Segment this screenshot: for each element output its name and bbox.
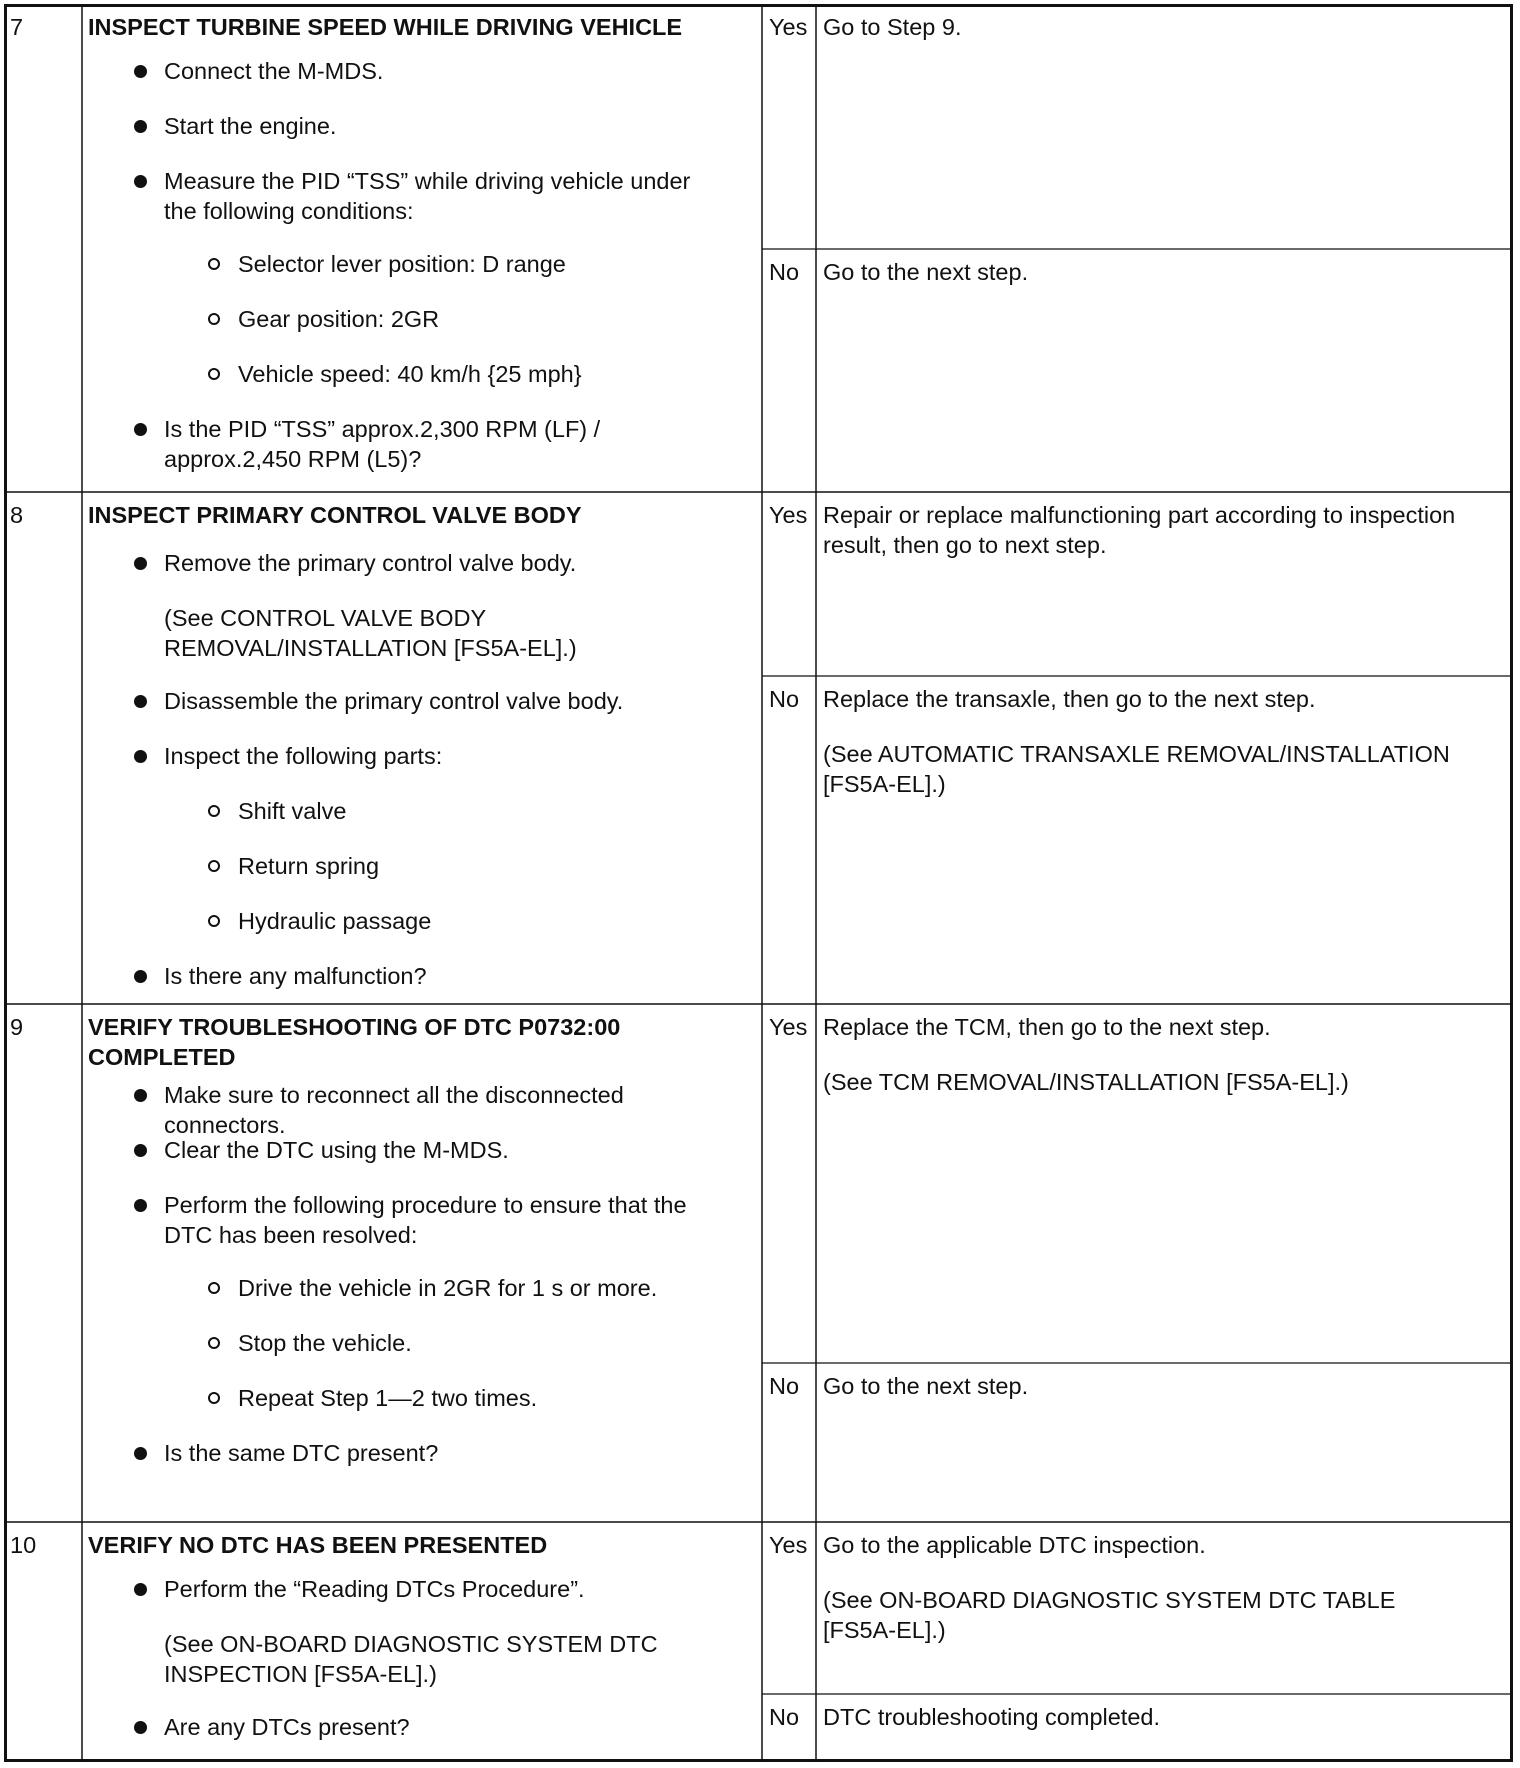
answer-no: No	[769, 686, 800, 712]
procedure-item: Remove the primary control valve body.	[164, 550, 577, 576]
reference-note: (See CONTROL VALVE BODY	[164, 605, 487, 631]
bullet-dot-icon	[134, 120, 147, 133]
action-text: Go to the next step.	[823, 259, 1029, 285]
bullet-dot-icon	[134, 557, 147, 570]
bullet-circle-icon	[208, 915, 220, 927]
action-text: Go to the applicable DTC inspection.	[823, 1532, 1206, 1558]
procedure-item: Stop the vehicle.	[238, 1330, 412, 1356]
step-title: VERIFY TROUBLESHOOTING OF DTC P0732:00	[88, 1014, 621, 1040]
action-text: (See AUTOMATIC TRANSAXLE REMOVAL/INSTALLATION	[823, 741, 1450, 767]
procedure-item: Is there any malfunction?	[164, 963, 427, 989]
procedure-item: DTC has been resolved:	[164, 1222, 418, 1248]
action-text: Replace the TCM, then go to the next step.	[823, 1014, 1271, 1040]
procedure-item: Are any DTCs present?	[164, 1714, 410, 1740]
bullet-circle-icon	[208, 368, 220, 380]
bullet-dot-icon	[134, 750, 147, 763]
answer-yes: Yes	[769, 14, 808, 40]
answer-no: No	[769, 259, 800, 285]
step-title: INSPECT TURBINE SPEED WHILE DRIVING VEHICLE	[88, 14, 683, 40]
action-text: (See TCM REMOVAL/INSTALLATION [FS5A-EL].)	[823, 1069, 1349, 1095]
procedure-item: Drive the vehicle in 2GR for 1 s or more.	[238, 1275, 658, 1301]
bullet-dot-icon	[134, 65, 147, 78]
procedure-item: approx.2,450 RPM (L5)?	[164, 446, 422, 472]
answer-yes: Yes	[769, 502, 808, 528]
step-title: INSPECT PRIMARY CONTROL VALVE BODY	[88, 502, 582, 528]
bullet-circle-icon	[208, 1282, 220, 1294]
bullet-circle-icon	[208, 1337, 220, 1349]
action-text: result, then go to next step.	[823, 532, 1107, 558]
action-text: Repair or replace malfunctioning part according to inspection	[823, 502, 1456, 528]
bullet-dot-icon	[134, 1199, 147, 1212]
reference-note: REMOVAL/INSTALLATION [FS5A-EL].)	[164, 635, 577, 661]
procedure-item: Start the engine.	[164, 113, 337, 139]
answer-yes: Yes	[769, 1532, 808, 1558]
procedure-item: Return spring	[238, 853, 380, 879]
procedure-item: Gear position: 2GR	[238, 306, 440, 332]
bullet-dot-icon	[134, 1721, 147, 1734]
procedure-item: Selector lever position: D range	[238, 251, 566, 277]
procedure-item: the following conditions:	[164, 198, 414, 224]
diagnostic-procedure-table	[4, 4, 1513, 1762]
bullet-circle-icon	[208, 258, 220, 270]
procedure-item: Perform the “Reading DTCs Procedure”.	[164, 1576, 585, 1602]
answer-yes: Yes	[769, 1014, 808, 1040]
step-number: 9	[10, 1014, 24, 1040]
bullet-circle-icon	[208, 1392, 220, 1404]
action-text: Go to the next step.	[823, 1373, 1029, 1399]
action-text: Go to Step 9.	[823, 14, 962, 40]
procedure-item: Hydraulic passage	[238, 908, 432, 934]
procedure-item: Perform the following procedure to ensure that the	[164, 1192, 687, 1218]
bullet-dot-icon	[134, 1583, 147, 1596]
bullet-circle-icon	[208, 860, 220, 872]
bullet-dot-icon	[134, 1089, 147, 1102]
reference-note: (See ON-BOARD DIAGNOSTIC SYSTEM DTC	[164, 1631, 658, 1657]
action-text: [FS5A-EL].)	[823, 771, 946, 797]
step-number: 7	[10, 14, 24, 40]
action-text: (See ON-BOARD DIAGNOSTIC SYSTEM DTC TABLE	[823, 1587, 1396, 1613]
step-title: VERIFY NO DTC HAS BEEN PRESENTED	[88, 1532, 548, 1558]
procedure-item: Is the same DTC present?	[164, 1440, 439, 1466]
bullet-dot-icon	[134, 423, 147, 436]
procedure-item: Is the PID “TSS” approx.2,300 RPM (LF) /	[164, 416, 601, 442]
procedure-item: connectors.	[164, 1112, 286, 1138]
action-text: [FS5A-EL].)	[823, 1617, 946, 1643]
step-title: COMPLETED	[88, 1044, 236, 1070]
reference-note: INSPECTION [FS5A-EL].)	[164, 1661, 437, 1687]
procedure-item: Shift valve	[238, 798, 347, 824]
bullet-dot-icon	[134, 1144, 147, 1157]
procedure-item: Disassemble the primary control valve body.	[164, 688, 624, 714]
procedure-item: Clear the DTC using the M-MDS.	[164, 1137, 509, 1163]
bullet-dot-icon	[134, 970, 147, 983]
step-number: 8	[10, 502, 24, 528]
procedure-item: Inspect the following parts:	[164, 743, 443, 769]
bullet-dot-icon	[134, 1447, 147, 1460]
table-grid	[4, 4, 1513, 1762]
answer-no: No	[769, 1373, 800, 1399]
procedure-item: Connect the M-MDS.	[164, 58, 384, 84]
procedure-item: Repeat Step 1—2 two times.	[238, 1385, 538, 1411]
procedure-item: Measure the PID “TSS” while driving vehicle under	[164, 168, 691, 194]
bullet-dot-icon	[134, 175, 147, 188]
step-number: 10	[10, 1532, 37, 1558]
answer-no: No	[769, 1704, 800, 1730]
procedure-item: Vehicle speed: 40 km/h {25 mph}	[238, 361, 582, 387]
bullet-dot-icon	[134, 695, 147, 708]
action-text: Replace the transaxle, then go to the next step.	[823, 686, 1316, 712]
action-text: DTC troubleshooting completed.	[823, 1704, 1161, 1730]
bullet-circle-icon	[208, 313, 220, 325]
procedure-item: Make sure to reconnect all the disconnected	[164, 1082, 624, 1108]
bullet-circle-icon	[208, 805, 220, 817]
